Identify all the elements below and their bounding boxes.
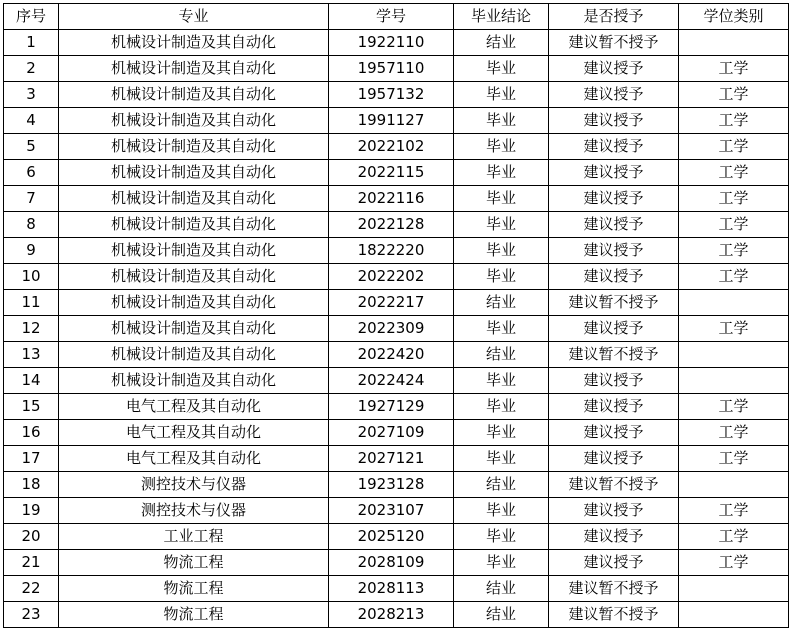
cell-index: 8 [4,212,59,238]
cell-conclusion: 结业 [454,472,549,498]
cell-degree-type: 工学 [679,56,789,82]
cell-granted: 建议授予 [549,56,679,82]
cell-index: 7 [4,186,59,212]
cell-index: 22 [4,576,59,602]
cell-granted: 建议暂不授予 [549,30,679,56]
cell-index: 18 [4,472,59,498]
cell-student-id: 2022217 [329,290,454,316]
table-row [4,186,789,212]
cell-major: 机械设计制造及其自动化 [59,342,329,368]
table-row [4,576,789,602]
cell-index: 23 [4,602,59,628]
cell-granted: 建议授予 [549,134,679,160]
cell-granted: 建议暂不授予 [549,576,679,602]
cell-student-id: 1923128 [329,472,454,498]
cell-granted: 建议授予 [549,212,679,238]
cell-index: 13 [4,342,59,368]
cell-granted: 建议授予 [549,498,679,524]
cell-conclusion: 毕业 [454,186,549,212]
cell-major: 测控技术与仪器 [59,472,329,498]
cell-conclusion: 毕业 [454,212,549,238]
cell-conclusion: 毕业 [454,550,549,576]
cell-student-id: 2028113 [329,576,454,602]
cell-conclusion: 毕业 [454,56,549,82]
cell-degree-type: 工学 [679,394,789,420]
cell-student-id: 2022424 [329,368,454,394]
cell-index: 4 [4,108,59,134]
cell-student-id: 1957110 [329,56,454,82]
column-header-conclusion: 毕业结论 [454,4,549,30]
table-row [4,238,789,264]
table-row [4,290,789,316]
cell-index: 6 [4,160,59,186]
cell-degree-type: 工学 [679,524,789,550]
cell-degree-type [679,368,789,394]
cell-degree-type [679,30,789,56]
cell-major: 机械设计制造及其自动化 [59,316,329,342]
cell-granted: 建议授予 [549,368,679,394]
cell-degree-type: 工学 [679,186,789,212]
cell-index: 17 [4,446,59,472]
cell-major: 机械设计制造及其自动化 [59,212,329,238]
table-row [4,368,789,394]
cell-student-id: 1822220 [329,238,454,264]
column-header-degree-type: 学位类别 [679,4,789,30]
cell-student-id: 2022202 [329,264,454,290]
cell-degree-type: 工学 [679,238,789,264]
document-sheet [0,3,799,625]
cell-student-id: 2027109 [329,420,454,446]
cell-degree-type: 工学 [679,134,789,160]
cell-student-id: 2022128 [329,212,454,238]
table-row [4,264,789,290]
cell-granted: 建议授予 [549,108,679,134]
cell-conclusion: 毕业 [454,394,549,420]
graduation-degree-table [3,3,789,628]
cell-index: 3 [4,82,59,108]
cell-major: 机械设计制造及其自动化 [59,186,329,212]
cell-major: 工业工程 [59,524,329,550]
cell-major: 物流工程 [59,576,329,602]
cell-student-id: 2028213 [329,602,454,628]
cell-granted: 建议授予 [549,238,679,264]
cell-major: 测控技术与仪器 [59,498,329,524]
cell-degree-type [679,472,789,498]
cell-conclusion: 结业 [454,576,549,602]
table-row [4,30,789,56]
cell-degree-type [679,602,789,628]
cell-index: 19 [4,498,59,524]
cell-granted: 建议暂不授予 [549,342,679,368]
table-row [4,56,789,82]
cell-major: 机械设计制造及其自动化 [59,238,329,264]
cell-conclusion: 结业 [454,290,549,316]
cell-major: 机械设计制造及其自动化 [59,56,329,82]
cell-degree-type: 工学 [679,420,789,446]
table-row [4,550,789,576]
cell-index: 15 [4,394,59,420]
table-header [4,4,789,30]
cell-major: 机械设计制造及其自动化 [59,82,329,108]
cell-granted: 建议授予 [549,446,679,472]
cell-conclusion: 毕业 [454,446,549,472]
cell-index: 11 [4,290,59,316]
cell-granted: 建议授予 [549,160,679,186]
table-row [4,498,789,524]
cell-major: 电气工程及其自动化 [59,394,329,420]
column-header-granted: 是否授予 [549,4,679,30]
cell-conclusion: 毕业 [454,524,549,550]
cell-conclusion: 毕业 [454,420,549,446]
table-row [4,108,789,134]
cell-index: 10 [4,264,59,290]
cell-major: 机械设计制造及其自动化 [59,30,329,56]
cell-granted: 建议授予 [549,264,679,290]
cell-student-id: 1927129 [329,394,454,420]
cell-conclusion: 毕业 [454,160,549,186]
table-row [4,524,789,550]
table-row [4,394,789,420]
cell-degree-type: 工学 [679,264,789,290]
cell-major: 机械设计制造及其自动化 [59,160,329,186]
table-row [4,316,789,342]
cell-student-id: 2027121 [329,446,454,472]
cell-major: 机械设计制造及其自动化 [59,134,329,160]
cell-conclusion: 毕业 [454,368,549,394]
cell-degree-type: 工学 [679,550,789,576]
cell-student-id: 2022116 [329,186,454,212]
cell-conclusion: 毕业 [454,498,549,524]
cell-conclusion: 毕业 [454,134,549,160]
cell-student-id: 2022102 [329,134,454,160]
cell-index: 20 [4,524,59,550]
cell-major: 机械设计制造及其自动化 [59,264,329,290]
column-header-student-id: 学号 [329,4,454,30]
cell-granted: 建议暂不授予 [549,602,679,628]
column-header-index: 序号 [4,4,59,30]
cell-degree-type: 工学 [679,82,789,108]
cell-student-id: 2022309 [329,316,454,342]
cell-conclusion: 毕业 [454,108,549,134]
cell-conclusion: 毕业 [454,316,549,342]
cell-conclusion: 结业 [454,30,549,56]
cell-degree-type [679,342,789,368]
cell-granted: 建议授予 [549,394,679,420]
table-row [4,446,789,472]
cell-index: 1 [4,30,59,56]
cell-conclusion: 结业 [454,342,549,368]
cell-conclusion: 毕业 [454,264,549,290]
cell-student-id: 1957132 [329,82,454,108]
cell-student-id: 2023107 [329,498,454,524]
cell-granted: 建议授予 [549,316,679,342]
cell-major: 物流工程 [59,550,329,576]
table-row [4,160,789,186]
cell-student-id: 1991127 [329,108,454,134]
cell-student-id: 2028109 [329,550,454,576]
cell-degree-type: 工学 [679,212,789,238]
table-row [4,82,789,108]
cell-granted: 建议授予 [549,524,679,550]
table-body [4,30,789,628]
cell-student-id: 2022115 [329,160,454,186]
cell-major: 电气工程及其自动化 [59,446,329,472]
cell-major: 机械设计制造及其自动化 [59,368,329,394]
table-row [4,342,789,368]
column-header-major: 专业 [59,4,329,30]
cell-degree-type [679,576,789,602]
cell-granted: 建议暂不授予 [549,472,679,498]
cell-major: 物流工程 [59,602,329,628]
cell-index: 9 [4,238,59,264]
cell-major: 电气工程及其自动化 [59,420,329,446]
cell-student-id: 2025120 [329,524,454,550]
cell-index: 2 [4,56,59,82]
cell-conclusion: 结业 [454,602,549,628]
cell-degree-type: 工学 [679,316,789,342]
cell-major: 机械设计制造及其自动化 [59,108,329,134]
cell-granted: 建议授予 [549,550,679,576]
table-row [4,602,789,628]
cell-degree-type: 工学 [679,160,789,186]
cell-granted: 建议授予 [549,82,679,108]
cell-index: 16 [4,420,59,446]
table-row [4,420,789,446]
cell-major: 机械设计制造及其自动化 [59,290,329,316]
cell-degree-type [679,290,789,316]
cell-index: 21 [4,550,59,576]
cell-student-id: 1922110 [329,30,454,56]
cell-index: 12 [4,316,59,342]
table-row [4,472,789,498]
cell-index: 14 [4,368,59,394]
cell-granted: 建议暂不授予 [549,290,679,316]
cell-granted: 建议授予 [549,186,679,212]
cell-granted: 建议授予 [549,420,679,446]
table-row [4,134,789,160]
cell-degree-type: 工学 [679,446,789,472]
cell-conclusion: 毕业 [454,82,549,108]
cell-degree-type: 工学 [679,108,789,134]
table-header-row [4,4,789,30]
cell-student-id: 2022420 [329,342,454,368]
cell-conclusion: 毕业 [454,238,549,264]
cell-degree-type: 工学 [679,498,789,524]
table-row [4,212,789,238]
cell-index: 5 [4,134,59,160]
